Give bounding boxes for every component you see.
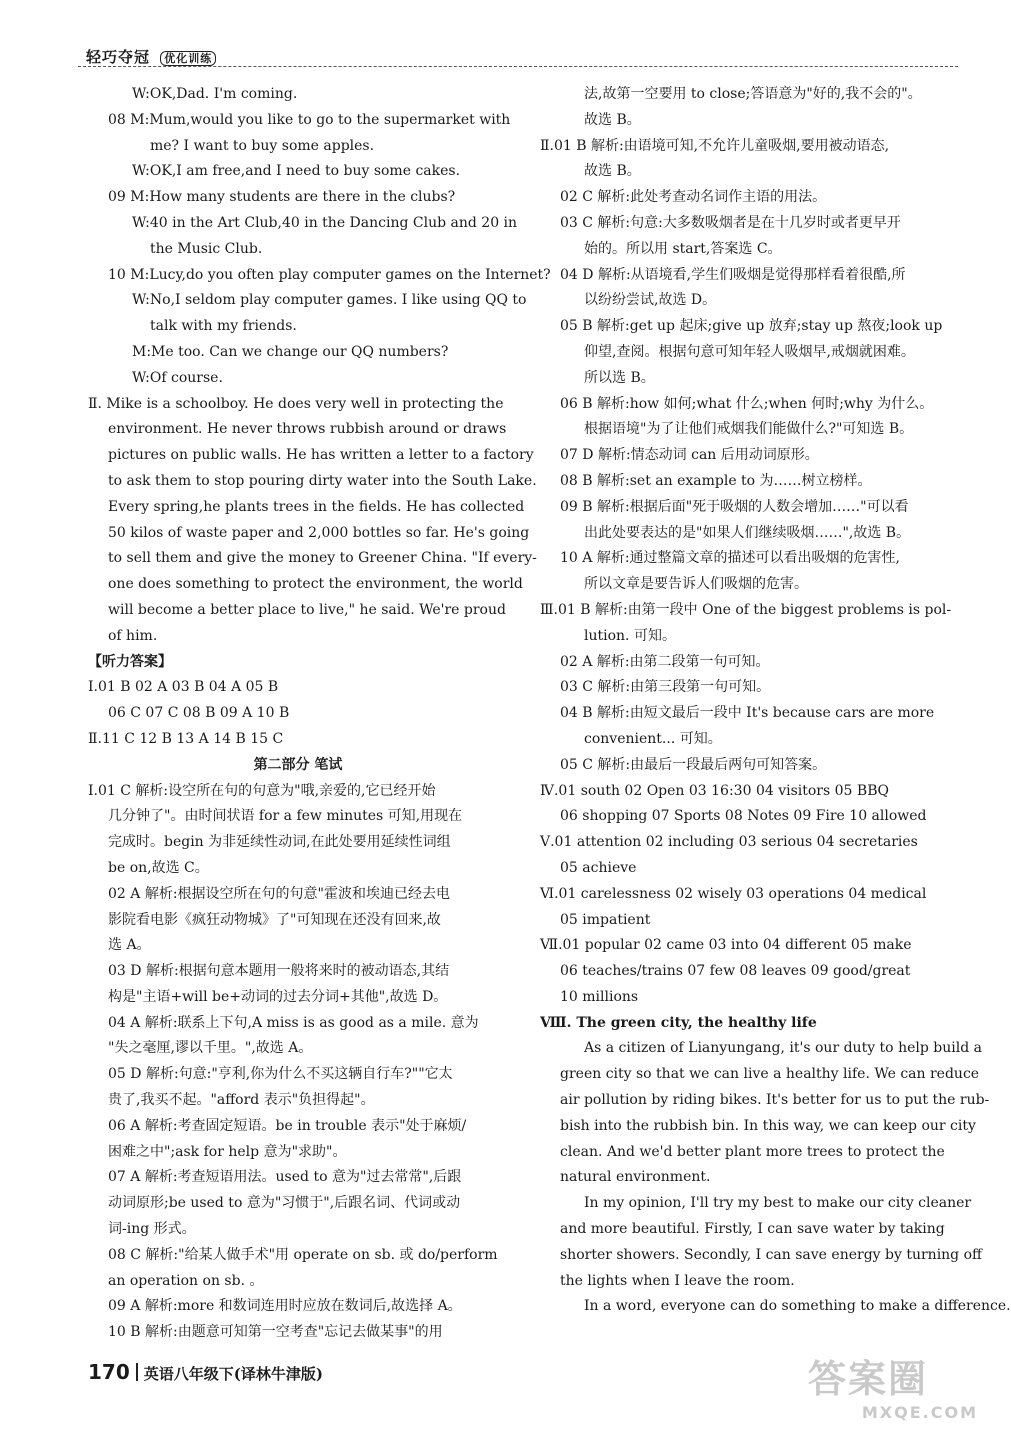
text-line: to sell them and give the money to Greener China. "If every- bbox=[108, 550, 537, 567]
text-line: 所以文章是要告诉人们吸烟的危害。 bbox=[584, 576, 808, 593]
text-line: be on,故选 C。 bbox=[108, 859, 209, 876]
book-title: 英语八年级下(译林牛津版) bbox=[143, 1365, 323, 1383]
text-line: M:Me too. Can we change our QQ numbers? bbox=[132, 343, 449, 360]
text-line: Ⅵ.01 carelessness 02 wisely 03 operations 04 medical bbox=[540, 885, 927, 902]
text-line: 根据语境"为了让他们戒烟我们能做什么?"可知选 B。 bbox=[584, 421, 914, 438]
text-line: 04 D 解析:从语境看,学生们吸烟是觉得那样看着很酷,所 bbox=[560, 266, 906, 283]
text-line: of him. bbox=[108, 627, 158, 644]
text-line: 07 D 解析:情态动词 can 后用动词原形。 bbox=[560, 447, 819, 464]
text-line: Ⅲ.01 B 解析:由第一段中 One of the biggest problems is pol- bbox=[540, 601, 952, 618]
text-line: clean. And we'd better plant more trees to protect the bbox=[560, 1143, 945, 1160]
page-footer bbox=[88, 1360, 323, 1390]
text-line: talk with my friends. bbox=[150, 318, 297, 335]
text-line: 10 M:Lucy,do you often play computer games on the Internet? bbox=[108, 266, 551, 283]
text-line: 词-ing 形式。 bbox=[108, 1221, 196, 1238]
text-line: Ⅷ. The green city, the healthy life bbox=[540, 1014, 817, 1031]
text-line: 50 kilos of waste paper and 2,000 bottles so far. He's going bbox=[108, 524, 530, 541]
text-line: bish into the rubbish bin. In this way, we can keep our city bbox=[560, 1117, 976, 1134]
text-line: green city so that we can live a healthy life. We can reduce bbox=[560, 1066, 980, 1083]
text-line: W:Of course. bbox=[132, 369, 223, 386]
text-line: and more beautiful. Firstly, I can save water by taking bbox=[560, 1221, 945, 1238]
text-line: W:OK,Dad. I'm coming. bbox=[132, 86, 298, 102]
text-line: 影院看电影《疯狂动物城》了"可知现在还没有回来,故 bbox=[108, 911, 441, 928]
text-line: W:40 in the Art Club,40 in the Dancing Club and 20 in bbox=[132, 214, 518, 231]
text-line: Ⅱ.01 B 解析:由语境可知,不允许儿童吸烟,要用被动语态, bbox=[540, 137, 890, 154]
text-line: 10 A 解析:通过整篇文章的描述可以看出吸烟的危害性, bbox=[560, 550, 900, 567]
text-line: "失之毫厘,谬以千里。",故选 A。 bbox=[108, 1040, 313, 1057]
text-line: will become a better place to live," he said. We're proud bbox=[108, 601, 506, 618]
text-line: W:OK,I am free,and I need to buy some cakes. bbox=[132, 163, 461, 180]
text-line: 06 C 07 C 08 B 09 A 10 B bbox=[108, 705, 290, 722]
page-header bbox=[78, 42, 958, 74]
left-column bbox=[88, 82, 551, 1346]
text-line: air pollution by riding bikes. It's better for us to put the rub- bbox=[560, 1092, 990, 1109]
text-line: Ⅰ.01 B 02 A 03 B 04 A 05 B bbox=[88, 679, 279, 696]
text-line: 03 D 解析:根据句意本题用一般将来时的被动语态,其结 bbox=[108, 963, 450, 980]
logo-text: 轻巧夺冠 bbox=[86, 48, 151, 66]
text-line: 06 teaches/trains 07 few 08 leaves 09 good/great bbox=[560, 963, 911, 980]
text-line: 06 A 解析:考查固定短语。be in trouble 表示"处于麻烦/ bbox=[108, 1117, 467, 1134]
text-line: 法,故第一空要用 to close;答语意为"好的,我不会的"。 bbox=[584, 86, 922, 102]
text-line: to ask them to stop pouring dirty water into the South Lake. bbox=[108, 472, 537, 489]
text-line: one does something to protect the environment, the world bbox=[108, 576, 523, 593]
text-line: 03 C 解析:由第三段第一句可知。 bbox=[560, 679, 771, 696]
text-line: 以纷纷尝试,故选 D。 bbox=[584, 292, 717, 309]
page-number: 170 bbox=[88, 1360, 130, 1384]
text-line: 09 B 解析:根据后面"死于吸烟的人数会增加……"可以看 bbox=[560, 498, 909, 515]
text-line: 【听力答案】 bbox=[88, 653, 172, 670]
text-line: 动词原形;be used to 意为"习惯于",后跟名词、代词或动 bbox=[108, 1195, 461, 1212]
text-line: 构是"主语+will be+动词的过去分词+其他",故选 D。 bbox=[108, 988, 448, 1005]
text-line: In a word, everyone can do something to make a difference. bbox=[584, 1298, 1011, 1315]
text-line: 选 A。 bbox=[108, 937, 151, 954]
text-line: 困难之中";ask for help 意为"求助"。 bbox=[108, 1143, 347, 1160]
text-line: 06 B 解析:how 如何;what 什么;when 何时;why 为什么。 bbox=[560, 395, 934, 412]
text-line: 完成时。begin 为非延续性动词,在此处要用延续性词组 bbox=[108, 834, 451, 851]
text-line: As a citizen of Lianyungang, it's our duty to help build a bbox=[584, 1040, 982, 1057]
text-line: 06 shopping 07 Sports 08 Notes 09 Fire 10 allowed bbox=[560, 808, 927, 825]
text-line: 02 C 解析:此处考查动名词作主语的用法。 bbox=[560, 189, 827, 206]
text-line: 05 impatient bbox=[560, 911, 651, 928]
logo-badge: 优化训练 bbox=[160, 51, 216, 66]
text-line: W:No,I seldom play computer games. I like using QQ to bbox=[132, 292, 527, 309]
text-line: 出此处要表达的是"如果人们继续吸烟……",故选 B。 bbox=[584, 524, 911, 541]
footer-divider bbox=[136, 1363, 138, 1381]
text-line: Every spring,he plants trees in the fields. He has collected bbox=[108, 498, 525, 515]
text-line: convenient... 可知。 bbox=[584, 730, 722, 747]
text-line: Ⅱ. Mike is a schoolboy. He does very well in protecting the bbox=[88, 395, 504, 412]
text-line: 08 M:Mum,would you like to go to the supermarket with bbox=[108, 111, 511, 128]
text-line: 05 C 解析:由最后一段最后两句可知答案。 bbox=[560, 756, 827, 773]
text-line: Ⅶ.01 popular 02 came 03 into 04 different 05 make bbox=[540, 937, 912, 954]
text-line: 10 B 解析:由题意可知第一空考查"忘记去做某事"的用 bbox=[108, 1324, 443, 1341]
text-line: pictures on public walls. He has written a letter to a factory bbox=[108, 447, 534, 464]
watermark-url: MXQE.COM bbox=[861, 1403, 978, 1422]
text-line: 几分钟了"。由时间状语 for a few minutes 可知,用现在 bbox=[108, 808, 463, 825]
text-line: 故选 B。 bbox=[584, 163, 641, 180]
text-line: 贵了,我买不起。"afford 表示"负担得起"。 bbox=[108, 1092, 375, 1109]
text-line: 05 B 解析:get up 起床;give up 放弃;stay up 熬夜;look up bbox=[560, 318, 943, 335]
header-logo bbox=[86, 46, 216, 67]
text-line: Ⅴ.01 attention 02 including 03 serious 04 secretaries bbox=[540, 834, 918, 851]
text-line: natural environment. bbox=[560, 1169, 711, 1186]
text-line: 04 A 解析:联系上下句,A miss is as good as a mile. 意为 bbox=[108, 1014, 479, 1031]
text-line: 02 A 解析:由第二段第一句可知。 bbox=[560, 653, 770, 670]
text-line: 02 A 解析:根据设空所在句的句意"霍波和埃迪已经去电 bbox=[108, 885, 450, 902]
text-line: an operation on sb. 。 bbox=[108, 1272, 264, 1289]
text-line: the lights when I leave the room. bbox=[560, 1272, 795, 1289]
text-line: In my opinion, I'll try my best to make our city cleaner bbox=[584, 1195, 972, 1212]
text-line: 09 M:How many students are there in the clubs? bbox=[108, 189, 456, 206]
text-line: 08 C 解析:"给某人做手术"用 operate on sb. 或 do/perform bbox=[108, 1246, 498, 1263]
text-line: 09 A 解析:more 和数词连用时应放在数词后,故选择 A。 bbox=[108, 1298, 462, 1315]
text-line: me? I want to buy some apples. bbox=[150, 137, 375, 154]
text-line: the Music Club. bbox=[150, 240, 263, 257]
text-line: environment. He never throws rubbish around or draws bbox=[108, 421, 507, 438]
watermark bbox=[808, 1348, 978, 1428]
text-line: 始的。所以用 start,答案选 C。 bbox=[584, 240, 782, 257]
text-line: 故选 B。 bbox=[584, 111, 641, 128]
text-line: 07 A 解析:考查短语用法。used to 意为"过去常常",后跟 bbox=[108, 1169, 462, 1186]
text-line: Ⅳ.01 south 02 Open 03 16:30 04 visitors 05 BBQ bbox=[540, 782, 889, 799]
text-line: 05 D 解析:句意:"亨利,你为什么不买这辆自行车?""它太 bbox=[108, 1066, 453, 1083]
text-line: 所以选 B。 bbox=[584, 369, 655, 386]
text-line: 03 C 解析:句意:大多数吸烟者是在十几岁时或者更早开 bbox=[560, 214, 901, 231]
text-line: 08 B 解析:set an example to 为……树立榜样。 bbox=[560, 472, 872, 489]
text-line: lution. 可知。 bbox=[584, 627, 676, 644]
text-line: 第二部分 笔试 bbox=[253, 756, 343, 773]
text-line: shorter showers. Secondly, I can save energy by turning off bbox=[560, 1246, 982, 1263]
text-line: 05 achieve bbox=[560, 859, 637, 876]
text-line: Ⅰ.01 C 解析:设空所在句的句意为"哦,亲爱的,它已经开始 bbox=[88, 782, 436, 799]
text-line: 仰望,查阅。根据句意可知年轻人吸烟早,戒烟就困难。 bbox=[584, 343, 915, 360]
text-line: Ⅱ.11 C 12 B 13 A 14 B 15 C bbox=[88, 730, 284, 747]
header-divider bbox=[78, 66, 958, 67]
text-line: 10 millions bbox=[560, 988, 639, 1005]
text-line: 04 B 解析:由短文最后一段中 It's because cars are more bbox=[560, 705, 935, 722]
right-column bbox=[540, 82, 1011, 1320]
watermark-logo: 答案圈 bbox=[808, 1357, 929, 1401]
